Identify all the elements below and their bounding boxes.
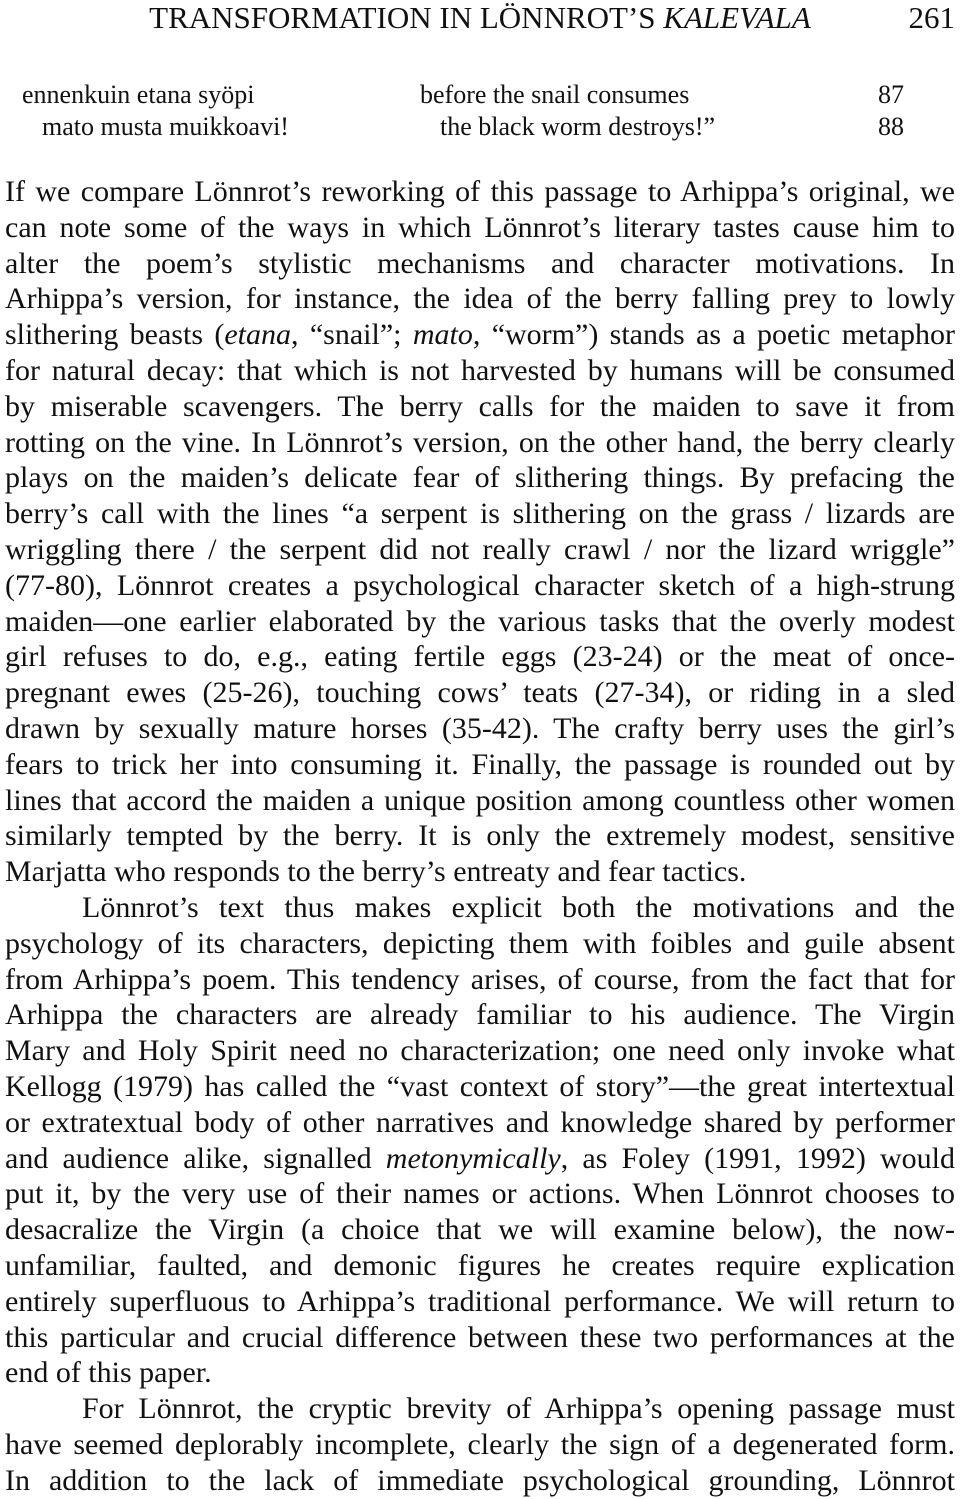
verse-line-number: 88 <box>878 112 904 141</box>
text-line: fears to trick her into consuming it. Finally, the passage is rounded out by <box>5 747 955 781</box>
paragraph <box>5 890 955 1391</box>
text-line: In addition to the lack of immediate psychological grounding, Lönnrot <box>5 1463 955 1497</box>
text-line: entirely superfluous to Arhippa’s traditional performance. We will return to <box>5 1284 955 1318</box>
running-title <box>0 0 960 36</box>
verse-line <box>0 79 960 111</box>
text-line: rotting on the vine. In Lönnrot’s version, on the other hand, the berry clearly <box>5 425 955 459</box>
page-number: 261 <box>908 0 955 35</box>
text-run: , “worm”) stands as a poetic metaphor <box>472 318 955 352</box>
text-run: , “snail”; <box>291 318 413 352</box>
text-line: berry’s call with the lines “a serpent is slithering on the grass / lizards are <box>5 497 955 531</box>
text-line: For Lönnrot, the cryptic brevity of Arhippa’s opening passage must <box>82 1392 955 1426</box>
running-header <box>0 0 960 36</box>
text-line: from Arhippa’s poem. This tendency arises, of course, from the fact that for <box>5 962 955 996</box>
text-line: Kellogg (1979) has called the “vast context of story”—the great intertextual <box>5 1069 955 1103</box>
text-line: have seemed deplorably incomplete, clearly the sign of a degenerated form. <box>5 1427 955 1461</box>
text-line: Arhippa the characters are already familiar to his audience. The Virgin <box>5 998 955 1032</box>
text-line: psychology of its characters, depicting them with foibles and guile absent <box>5 926 955 960</box>
paragraph <box>5 1391 955 1498</box>
text-line: this particular and crucial difference between these two performances at the <box>5 1320 955 1354</box>
text-line: maiden—one earlier elaborated by the various tasks that the overly modest <box>5 604 955 638</box>
italic-term: metonymically <box>385 1141 561 1175</box>
text-line: Mary and Holy Spirit need no characterization; one need only invoke what <box>5 1034 955 1068</box>
text-line: or extratextual body of other narratives and knowledge shared by performer <box>5 1105 955 1139</box>
text-line: If we compare Lönnrot’s reworking of this passage to Arhippa’s original, we <box>5 175 955 208</box>
verse-line <box>0 111 960 143</box>
text-line <box>5 317 955 353</box>
text-line: unfamiliar, faulted, and demonic figures he creates require explication <box>5 1248 955 1282</box>
text-line: pregnant ewes (25-26), touching cows’ teats (27-34), or riding in a sled <box>5 676 955 710</box>
text-line: Marjatta who responds to the berry’s entreaty and fear tactics. <box>5 855 747 889</box>
text-line: plays on the maiden’s delicate fear of slithering things. By prefacing the <box>5 461 955 495</box>
running-title-text: TRANSFORMATION IN LÖNNROT’S <box>149 0 656 35</box>
text-run: , as Foley (1991, 1992) would <box>560 1141 955 1175</box>
text-line: can note some of the ways in which Lönnrot’s literary tastes cause him to <box>5 210 955 244</box>
text-line: put it, by the very use of their names or actions. When Lönnrot chooses to <box>5 1177 955 1211</box>
body-text <box>5 174 955 1498</box>
text-line: for natural decay: that which is not harvested by humans will be consumed <box>5 353 955 387</box>
verse-quotation <box>0 79 960 143</box>
text-line: Arhippa’s version, for instance, the idea of the berry falling prey to lowly <box>5 282 955 316</box>
text-line: wriggling there / the serpent did not really crawl / nor the lizard wriggle” <box>5 532 955 566</box>
verse-english: the black worm destroys!” <box>440 112 716 141</box>
text-line: similarly tempted by the berry. It is only the extremely modest, sensitive <box>5 819 955 853</box>
italic-term: mato <box>412 318 473 352</box>
text-line: lines that accord the maiden a unique position among countless other women <box>5 783 955 817</box>
text-line <box>5 1141 955 1177</box>
text-run: slithering beasts ( <box>5 318 225 352</box>
verse-finnish: ennenkuin etana syöpi <box>22 80 255 109</box>
text-line: desacralize the Virgin (a choice that we will examine below), the now- <box>5 1213 955 1247</box>
text-line: drawn by sexually mature horses (35-42). The crafty berry uses the girl’s <box>5 711 955 745</box>
paragraph <box>5 174 955 890</box>
text-line: by miserable scavengers. The berry calls for the maiden to save it from <box>5 389 955 423</box>
verse-english: before the snail consumes <box>420 80 690 109</box>
text-line: girl refuses to do, e.g., eating fertile eggs (23-24) or the meat of once- <box>5 640 955 674</box>
text-line: alter the poem’s stylistic mechanisms and character motivations. In <box>5 246 955 280</box>
verse-line-number: 87 <box>878 80 904 109</box>
text-run: and audience alike, signalled <box>5 1141 386 1175</box>
text-line: (77-80), Lönnrot creates a psychological character sketch of a high-strung <box>5 568 955 602</box>
italic-term: etana <box>224 318 291 352</box>
text-line: end of this paper. <box>5 1356 212 1390</box>
text-line: Lönnrot’s text thus makes explicit both the motivations and the <box>82 890 955 924</box>
running-title-italic: KALEVALA <box>663 0 811 35</box>
verse-finnish: mato musta muikkoavi! <box>42 112 289 141</box>
